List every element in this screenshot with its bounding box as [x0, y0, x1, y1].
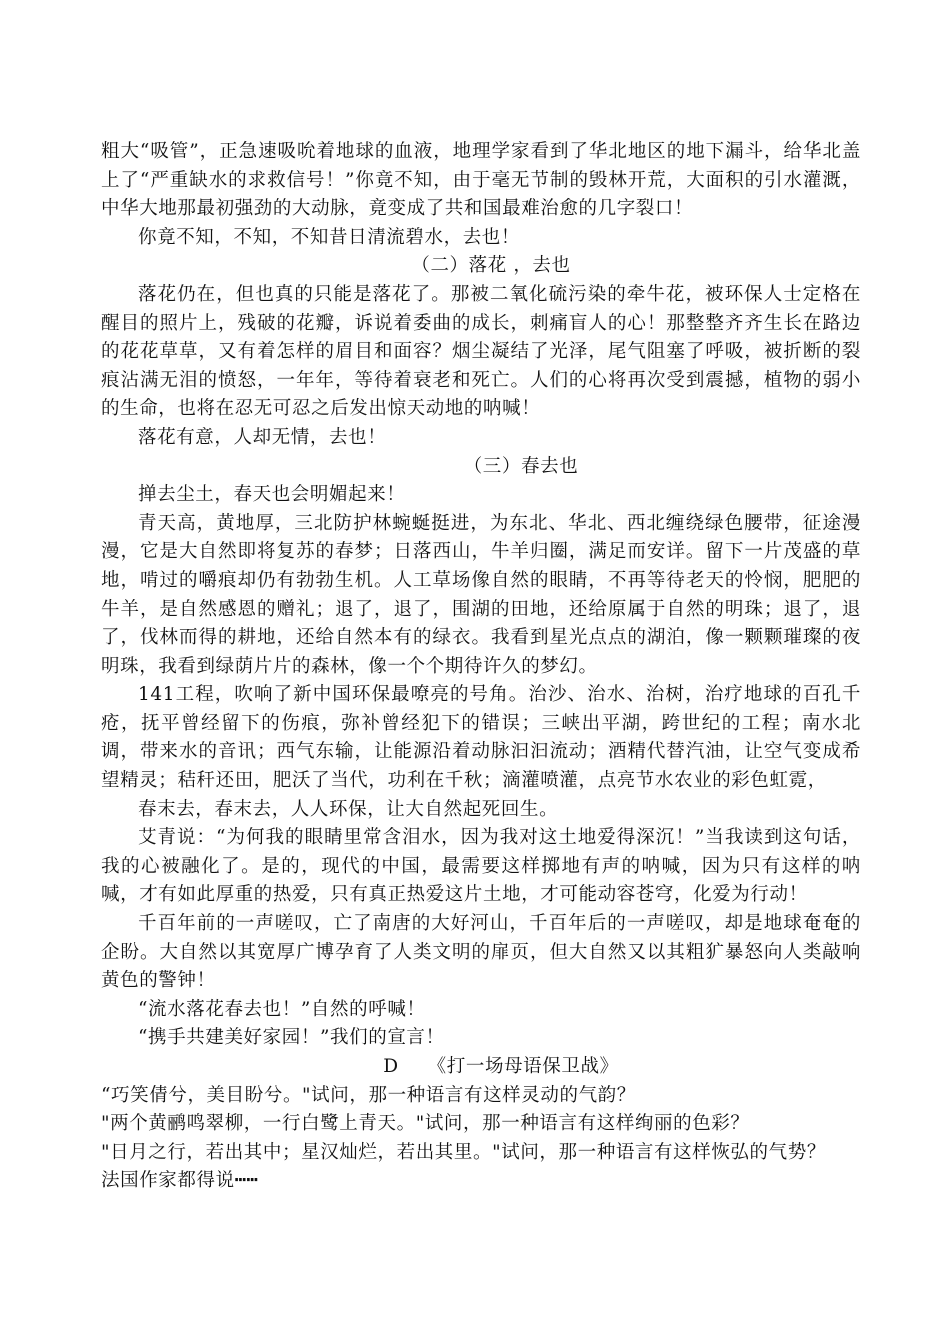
- paragraph-4: 落花有意，人却无情，去也！: [138, 426, 387, 448]
- paragraph-5: 掸去尘土，春天也会明媚起来！: [138, 484, 406, 506]
- dash-mark: ┅┅: [234, 1170, 259, 1192]
- paragraph-10: 千百年前的一声嗟叹，亡了南唐的大好河山，千百年后的一声嗟叹，却是地球奄奄的企盼。大自然以其宽厚广博孕育了人类文明的扉页，但大自然又以其粗犷暴怒向人类敲响黄色的警钟！: [101, 913, 861, 992]
- paragraph-8: 春末去，春末去，人人环保，让大自然起死回生。: [138, 798, 559, 820]
- paragraph-12: “携手共建美好家园！”我们的宣言！: [138, 1027, 445, 1049]
- paragraph-11: “流水落花春去也！”自然的呼喊！: [138, 998, 426, 1020]
- quote-line-4-text: 法国作家都得说: [101, 1170, 235, 1192]
- paragraph-6: 青天高，黄地厚，三北防护林蜿蜒挺进，为东北、华北、西北缠绕绿色腰带，征途漫漫，它是大自然即将复苏的春梦；日落西山，牛羊归圈，满足而安详。留下一片茂盛的草地，啃过的嚼痕却仍有勃勃生机。人工草场像自然的眼睛，不再等待老天的怜悯，肥肥的牛羊，是自然感恩的赠礼；退了，退了，围湖的田地，还给原属于自然的明珠；退了，退了，伐林而得的耕地，还给自然本有的绿衣。我看到星光点点的湖泊，像一颗颗璀璨的夜明珠，我看到绿荫片片的森林，像一个个期待许久的梦幻。: [101, 512, 861, 677]
- quote-line-1: “巧笑倩兮，美目盼兮。"试问，那一种语言有这样灵动的气韵？: [101, 1084, 636, 1106]
- paragraph-7: 141工程，吹响了新中国环保最嘹亮的号角。治沙、治水、治树，治疗地球的百孔千疮，抚平曾经留下的伤痕，弥补曾经犯下的错误；三峡出平湖，跨世纪的工程；南水北调，带来水的音讯；西气东输，让能源沿着动脉汩汩流动；酒精代替汽油，让空气变成希望精灵；秸秆还田，肥沃了当代，功利在千秋；滴灌喷灌，点亮节水农业的彩色虹霓，: [101, 684, 861, 792]
- paragraph-3: 落花仍在，但也真的只能是落花了。那被二氧化硫污染的牵牛花，被环保人士定格在醒目的照片上，残破的花瓣，诉说着委曲的成长，刺痛盲人的心！那整整齐齐生长在路边的花花草草，又有着怎样的眉目和面容？烟尘凝结了光泽，尾气阻塞了呼吸，被折断的裂痕沾满无泪的愤怒，一年年，等待着衰老和死亡。人们的心将再次受到震撼，植物的弱小的生命，也将在忍无可忍之后发出惊天动地的呐喊！: [101, 283, 861, 420]
- paragraph-2: 你竟不知，不知，不知昔日清流碧水，去也！: [138, 226, 521, 248]
- quote-line-4: [101, 1167, 861, 1196]
- quote-line-3: "日月之行，若出其中；星汉灿烂，若出其里。"试问，那一种语言有这样恢弘的气势？: [101, 1141, 826, 1163]
- essay-title-d: D 《打一场母语保卫战》: [383, 1056, 619, 1077]
- section-heading-2: （二）落花 ，去也: [411, 255, 571, 277]
- paragraph-9: 艾青说：“为何我的眼睛里常含泪水，因为我对这土地爱得深沉！”当我读到这句话，我的心被融化了。是的，现代的中国，最需要这样掷地有声的呐喊，因为只有这样的呐喊，才有如此厚重的热爱，只有真正热爱这片土地，才可能动容苍穹，化爱为行动！: [101, 827, 861, 906]
- section-heading-3: （三）春去也: [463, 455, 579, 477]
- paragraph-1: 粗大“吸管”，正急速吸吮着地球的血液，地理学家看到了华北地区的地下漏斗，给华北盖上了“严重缺水的求救信号！”你竟不知，由于毫无节制的毁林开荒，大面积的引水灌溉，中华大地那最初强劲的大动脉，竟变成了共和国最难治愈的几字裂口！: [101, 141, 861, 220]
- document-page: [101, 138, 861, 1196]
- quote-line-2: "两个黄鹂鸣翠柳，一行白鹭上青天。"试问，那一种语言有这样绚丽的色彩？: [101, 1113, 750, 1135]
